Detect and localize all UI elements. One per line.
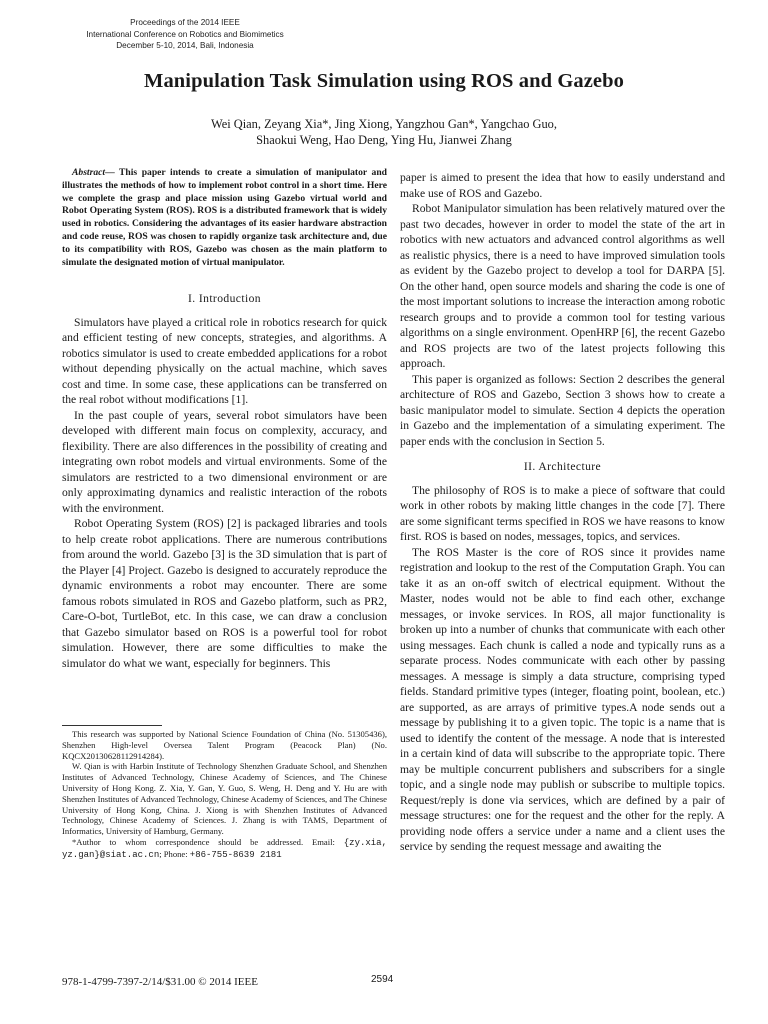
abstract-text: This paper intends to create a simulation of manipulator and illustrates the methods of how to implement robot control in a short time. Here we complete the grasp and place mission using Gazebo virtual world and Robot Operating System (ROS). ROS is a distributed framework that is widely used in robotics. Considering the advantages of its easier hardware abstraction and code reuse, ROS was chosen to rapidly organize task architecture and, due to its compatibility with ROS, Gazebo was chosen as the main platform to simulate the designated motion of virtual manipulator. (62, 167, 387, 268)
paragraph: Robot Manipulator simulation has been relatively matured over the past two decades, however in order to model the state of the art in robotics with new actuators and advanced control algorithms as well as realistic physics, there is a need to have improved simulation tools as evident by the Gazebo project to develop a tool for DARPA [5]. On the other hand, open source models and sharing the code is one of the most important solutions to increase the interaction among robotic research groups and to provide a common tool for testing various algorithms on a single environment. OpenHRP [6], the recent Gazebo and ROS projects are two of the latest projects following this approach. (400, 202, 725, 370)
footnote-divider (62, 725, 162, 726)
conference-header (70, 17, 300, 52)
abstract-label: Abstract (72, 167, 106, 178)
section-heading-introduction: I. Introduction (188, 292, 261, 306)
author-line-1: Wei Qian, Zeyang Xia*, Jing Xiong, Yangzhou Gan*, Yangchao Guo, (211, 117, 557, 131)
abstract-dash: — (105, 167, 120, 178)
conference-line-2: International Conference on Robotics and Biomimetics (86, 29, 284, 39)
abstract (62, 167, 387, 269)
author-list (0, 116, 768, 148)
paragraph: In the past couple of years, several robot simulators have been developed with different main focus on complexity, accuracy, and flexibility. There are also differences in the possibility of creating and integrating own robot models and virtual environments. Some of the simulators are restricted to a two dimensional environment or are only approximating dynamics and realistic interaction of the robots with the environment. (62, 408, 387, 515)
paragraph: The ROS Master is the core of ROS since it provides name registration and lookup to the rest of the Computation Graph. You can take it as an on-off switch of electrical equipment. Without the Master, nodes would not be able to find each other, exchange messages, or invoke services. In ROS, all major functionality is broken up into a number of chunks that communicate with each other using messages. Each chunk is called a node and typically runs as a separate process. Nodes communicate with each other by passing messages. A message is simply a data structure, comprising typed fields. Standard primitive types (integer, floating point, boolean, etc.) are supported, as are arrays of primitive types.A node sends out a message by publishing it to a given topic. The topic is a name that is used to identify the content of the message. A node that is interested in a certain kind of data will subscribe to the appropriate topic. There may be multiple concurrent publishers and subscribers for a single topic, and a single node may publish or subscribe to multiple topics. Request/reply is done via services, which are defined by a pair of message structures: one for the request and the other for the reply. A providing node offers a service under a name and a client uses the service by sending the request message and awaiting the (400, 545, 725, 853)
email-address: {zy.xia, yz.gan}@siat.ac.cn (62, 837, 387, 860)
left-column (62, 167, 387, 671)
paper-title: Manipulation Task Simulation using ROS and Gazebo (144, 70, 624, 92)
footnotes (62, 725, 387, 861)
section-heading-architecture: II. Architecture (523, 460, 602, 473)
copyright-footer: 978-1-4799-7397-2/14/$31.00 © 2014 IEEE (62, 976, 258, 988)
paragraph: Simulators have played a critical role in robotics research for quick and efficient testing of new concepts, strategies, and algorithms. A robotics simulator is used to create embedded applications for a robot without depending physically on the actual machine, which saves cost and time. In some case, these applications can be transferred on the real robot without modifications [1]. (62, 315, 387, 407)
paragraph: Robot Operating System (ROS) [2] is packaged libraries and tools to help create robot applications. There are numerous contributions from around the world. Gazebo [3] is the 3D simulation that is part of the Player [4] Project. Gazebo is designed to accurately reproduce the dynamic environments a robot may encounter. There are some famous robots simulated in ROS and Gazebo platform, such as PR2, Care-O-bot, TurtleBot, etc. In this case, we can draw a conclusion that Gazebo simulator based on ROS is a powerful tool for robot simulation. However, there are some difficulties to make the simulator do what we want, especially for beginners. This (62, 517, 387, 670)
page-number: 2594 (371, 974, 394, 985)
conference-line-1: Proceedings of the 2014 IEEE (130, 18, 240, 27)
author-line-2: Shaokui Weng, Hao Deng, Ying Hu, Jianwei Zhang (256, 133, 512, 147)
phone-number: +86-755-8639 2181 (189, 849, 282, 860)
paragraph: This paper is organized as follows: Section 2 describes the general architecture of ROS and Gazebo, Section 3 shows how to create a basic manipulator model to simulate. Section 4 depicts the operation in Gazebo and the implementation of a simulating experiment. The paper ends with the conclusion in Section 5. (400, 372, 725, 448)
conference-line-3: December 5-10, 2014, Bali, Indonesia (116, 41, 254, 50)
footnote-correspondence-text: *Author to whom correspondence should be addressed. Email: (72, 836, 335, 847)
paragraph-continued: paper is aimed to present the idea that how to easily understand and make use of ROS and Gazebo. (400, 171, 725, 200)
footnote-correspondence (62, 837, 387, 861)
phone-label: ; Phone: (159, 848, 188, 859)
footnote-funding: This research was supported by National Science Foundation of China (No. 51305436), Shenzhen High-level Oversea Talent Program (Peacock Plan) (No. KQCX20130628112914284). (62, 729, 387, 761)
footnote-affiliations: W. Qian is with Harbin Institute of Technology Shenzhen Graduate School, and Shenzhen Institutes of Advanced Technology, Chinese Academy of Sciences, and The Chinese University of Hong Kong. Z. Xia, Y. Gan, Y. Guo, S. Weng, H. Deng and Y. Hu are with Shenzhen Institutes of Advanced Technology, Chinese Academy of Sciences, and The Chinese University of Hong Kong, China. J. Xiong is with Shenzhen Institutes of Advanced Technology, Chinese Academy of Sciences. J. Zhang is with TAMS, Department of Informatics, University of Hamburg, Germany. (62, 761, 387, 837)
paragraph: The philosophy of ROS is to make a piece of software that could work in other robots by making little changes in the code [7]. There are some significant terms specified in ROS we have reasons to know first. ROS is based on nodes, messages, topics, and services. (400, 483, 725, 543)
right-column (400, 170, 725, 855)
